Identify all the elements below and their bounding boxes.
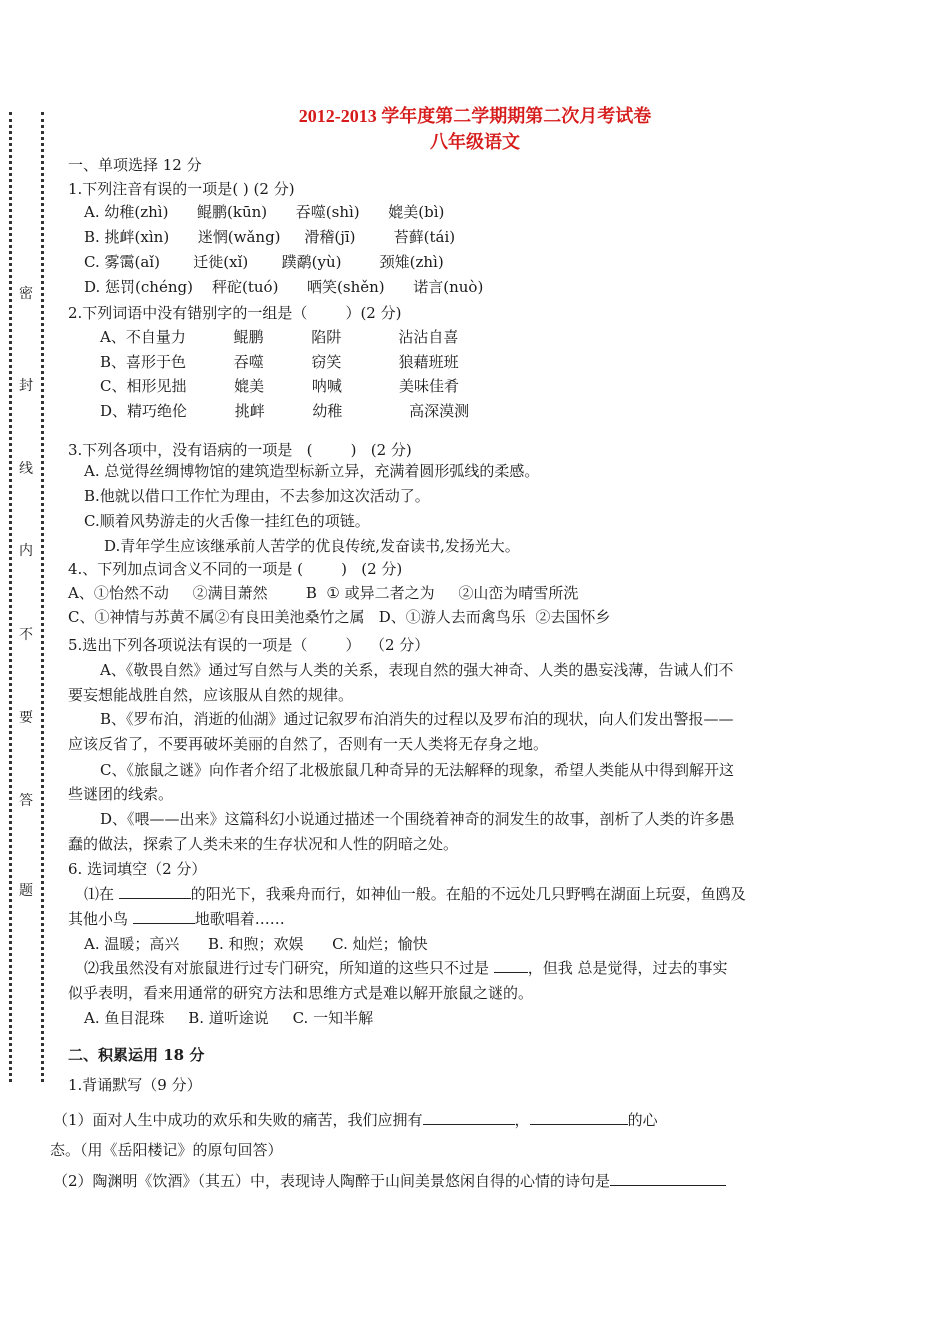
fill-sentence: [68, 909, 285, 929]
seal-dotted-line-inner: [41, 112, 44, 1082]
answer-blank[interactable]: [494, 958, 528, 973]
exam-subtitle: 八年级语文: [430, 132, 520, 152]
option-line: C、相形见拙 媲美 呐喊 美味佳肴: [100, 377, 460, 395]
fill-sentence: [84, 884, 746, 904]
question-stem: 2.下列词语中没有错别字的一组是（ ）(2 分): [68, 304, 402, 322]
sentence-part: 的心: [627, 1111, 658, 1129]
option-line: A、《敬畏自然》通过写自然与人类的关系，表现自然的强大神奇、人类的愚妄浅薄，告诫人们不: [100, 661, 734, 679]
sentence-part: （2）陶渊明《饮酒》（其五）中，表现诗人陶醉于山间美景悠闲自得的心情的诗句是: [53, 1172, 611, 1190]
option-line: 应该反省了，不要再破坏美丽的自然了，否则有一天人类将无存身之地。: [68, 735, 549, 753]
option-line: B.他就以借口工作忙为理由，不去参加这次活动了。: [84, 487, 430, 505]
option-line: D、《喂——出来》这篇科幻小说通过描述一个围绕着神奇的洞发生的故事，剖析了人类的许多愚: [100, 810, 735, 828]
section-heading: 一、单项选择 12 分: [68, 156, 202, 174]
answer-blank[interactable]: [530, 1110, 628, 1125]
option-line: A、不自量力 鲲鹏 陷阱 沾沾自喜: [100, 328, 459, 346]
question-stem: 6. 选词填空（2 分）: [68, 860, 207, 878]
seal-char: 内: [19, 543, 33, 559]
option-line: B、《罗布泊，消逝的仙湖》通过记叙罗布泊消失的过程以及罗布泊的现状，向人们发出警报——: [100, 710, 734, 728]
sentence-part: ，: [514, 1111, 530, 1129]
seal-char: 密: [19, 286, 33, 302]
seal-char: 答: [19, 793, 33, 809]
sentence-part: 其他小鸟: [68, 910, 133, 928]
sentence-part: ⑵我虽然没有对旅鼠进行过专门研究，所知道的这些只不过是: [84, 959, 494, 977]
sentence-part: （1）面对人生中成功的欢乐和失败的痛苦，我们应拥有: [53, 1111, 423, 1129]
question-stem: 5.选出下列各项说法有误的一项是（ ） （2 分）: [68, 636, 430, 654]
option-line: C.顺着风势游走的火舌像一挂红色的项链。: [84, 512, 370, 530]
option-line: C、①神情与苏黄不属②有良田美池桑竹之属 D、①游人去而禽鸟乐 ②去国怀乡: [68, 608, 611, 626]
question-stem: 1.背诵默写（9 分）: [68, 1076, 202, 1094]
answer-blank[interactable]: [119, 884, 191, 899]
exam-title: 2012-2013 学年度第二学期期第二次月考试卷: [298, 106, 652, 126]
answer-blank[interactable]: [133, 909, 195, 924]
seal-char: 封: [19, 378, 33, 394]
section-heading: 二、积累运用 18 分: [68, 1046, 205, 1064]
option-line: D.青年学生应该继承前人苦学的优良传统,发奋读书,发扬光大。: [104, 537, 520, 555]
seal-dotted-line-outer: [9, 112, 12, 1082]
answer-blank[interactable]: [423, 1110, 515, 1125]
option-line: 似乎表明，看来用通常的研究方法和思维方式是难以解开旅鼠之谜的。: [68, 984, 534, 1002]
option-line: 些谜团的线索。: [68, 785, 174, 803]
sentence-part: 的阳光下，我乘舟而行，如神仙一般。在船的不远处几只野鸭在湖面上玩耍，鱼鸥及: [190, 885, 746, 903]
option-line: C. 雾霭(aǐ) 迁徙(xǐ) 蹼鹬(yù) 颈雉(zhì): [84, 253, 444, 271]
seal-char: 要: [19, 710, 33, 726]
option-line: B. 挑衅(xìn) 迷惘(wǎng) 滑稽(jī) 苔藓(tái): [84, 228, 456, 246]
question-stem: 3.下列各项中，没有语病的一项是 ( ) (2 分): [68, 441, 412, 459]
answer-blank[interactable]: [610, 1171, 726, 1186]
option-line: A、①怡然不动 ②满目萧然 B ① 或异二者之为 ②山峦为晴雪所洗: [68, 584, 579, 602]
option-line: D. 惩罚(chéng) 秤砣(tuó) 哂笑(shěn) 诺言(nuò): [84, 278, 484, 296]
option-line: 态。（用《岳阳楼记》的原句回答）: [50, 1141, 283, 1159]
question-stem: 1.下列注音有误的一项是( ) (2 分): [68, 180, 295, 198]
seal-char: 题: [19, 883, 33, 899]
seal-char: 不: [19, 627, 33, 643]
option-line: 蠢的做法，探索了人类未来的生存状况和人性的阴暗之处。: [68, 835, 459, 853]
option-line: C、《旅鼠之谜》向作者介绍了北极旅鼠几种奇异的无法解释的现象，希望人类能从中得到解开这: [100, 761, 734, 779]
option-line: B、喜形于色 吞噬 窃笑 狼藉班班: [100, 353, 459, 371]
option-line: A. 总觉得丝绸博物馆的建筑造型标新立异，充满着圆形弧线的柔感。: [84, 462, 540, 480]
fill-sentence: [84, 958, 728, 978]
sentence-part: ⑴在: [84, 885, 119, 903]
option-line: D、精巧绝伦 挑衅 幼稚 高深漠测: [100, 402, 470, 420]
option-line: A. 温暖；高兴 B. 和煦；欢娱 C. 灿烂；愉快: [84, 935, 428, 953]
sentence-part: ，但我 总是觉得，过去的事实: [527, 959, 728, 977]
option-line: 要妄想能战胜自然，应该服从自然的规律。: [68, 686, 354, 704]
fill-sentence: [53, 1171, 726, 1191]
option-line: A. 幼稚(zhì) 鲲鹏(kūn) 吞噬(shì) 媲美(bì): [84, 203, 445, 221]
seal-char: 线: [19, 461, 33, 477]
option-line: A. 鱼目混珠 B. 道听途说 C. 一知半解: [84, 1009, 374, 1027]
question-stem: 4.、下列加点词含义不同的一项是 ( ) (2 分): [68, 560, 403, 578]
fill-sentence: [53, 1110, 658, 1130]
sentence-part: 地歌唱着……: [194, 910, 285, 928]
